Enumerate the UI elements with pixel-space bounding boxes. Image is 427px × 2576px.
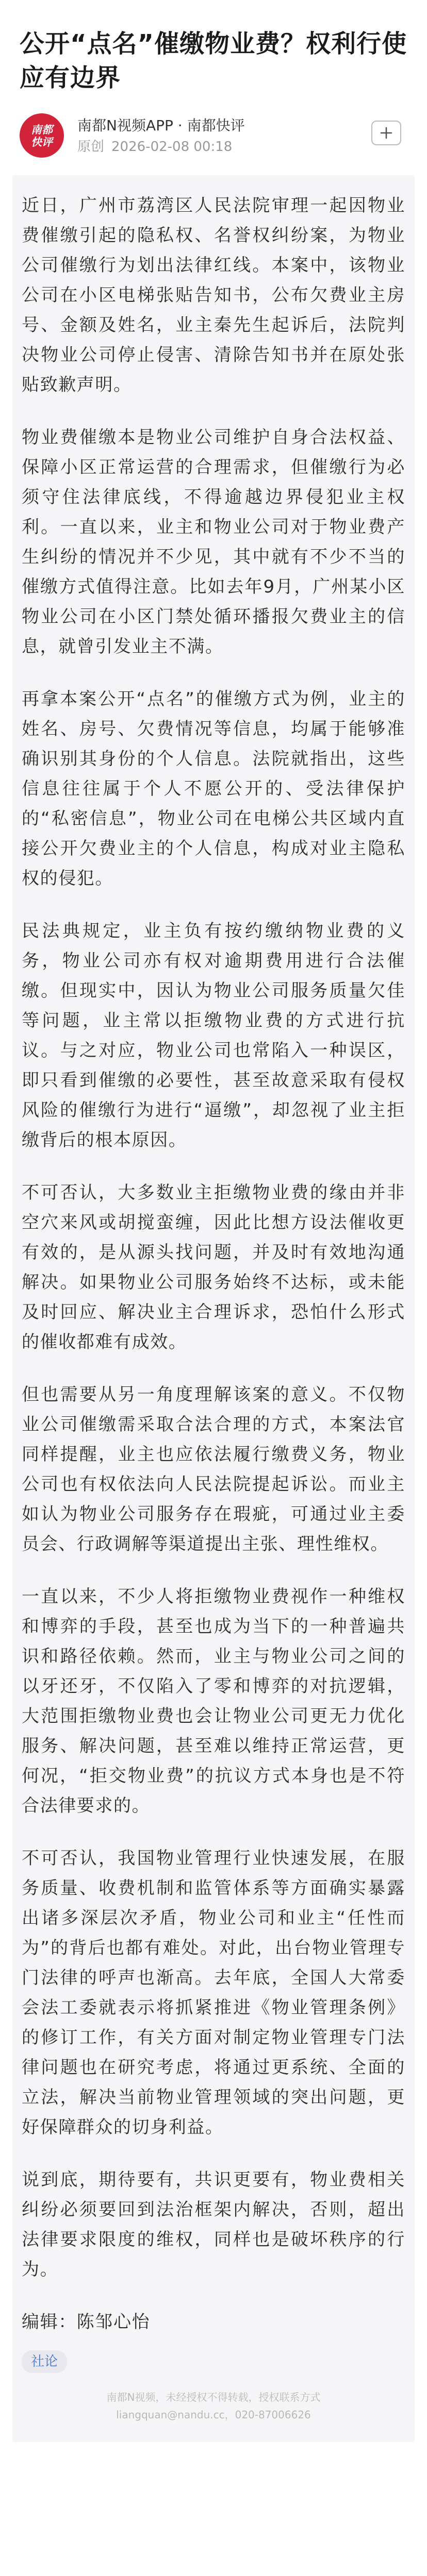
body-paragraph: 说到底，期待要有，共识更要有，物业费相关纠纷必须要回到法治框架内解决，否则，超出法律要求限度的维权，同样也是破坏秩序的行为。 [22,2170,405,2280]
publish-datetime: 2026-02-08 00:18 [111,139,233,155]
body-paragraph: 物业费催缴本是物业公司维护自身合法权益、保障小区正常运营的合理需求，但催缴行为必须守住法律底线，不得逾越边界侵犯业主权利。一直以来，业主和物业公司对于物业费产生纠纷的情况并不少见，其中就有不少不当的催缴方式值得注意。比如去年9月，广州某小区物业公司在小区门禁处循环播报欠费业主的信息，就曾引发业主不满。 [22,427,405,657]
footer-contact: liangquan@nandu.cc，020-87006626 [116,2409,311,2421]
tag-editorial[interactable]: 社论 [22,2350,67,2373]
editor-credit: 编辑：陈邹心怡 [22,2312,151,2332]
tag-list [22,2350,405,2373]
author-name[interactable]: 南都N视频APP · 南都快评 [77,117,245,134]
add-icon [380,126,393,140]
body-paragraph: 近日，广州市荔湾区人民法院审理一起因物业费催缴引起的隐私权、名誉权纠纷案，为物业公司催缴行为划出法律红线。本案中，该物业公司在小区电梯张贴告知书，公布欠费业主房号、金额及姓名，业主秦先生起诉后，法院判决物业公司停止侵害、清除告知书并在原处张贴致歉声明。 [22,195,405,395]
body-paragraph: 不可否认，大多数业主拒缴物业费的缘由并非空穴来风或胡搅蛮缠，因此比想方设法催收更有效的，是从源头找问题，并及时有效地沟通解决。如果物业公司服务始终不达标，或未能及时回应、解决业主合理诉求，恐怕什么形式的催收都难有成效。 [22,1182,405,1352]
footer [22,2388,405,2424]
add-button[interactable] [371,121,401,145]
avatar-text-line1: 南都 [31,123,53,136]
body-paragraph: 但也需要从另一角度理解该案的意义。不仅物业公司催缴需采取合法合理的方式，本案法官同样提醒，业主也应依法履行缴费义务，物业公司也有权依法向人民法院提起诉讼。而业主如认为物业公司服务存在瑕疵，可通过业主委员会、行政调解等渠道提出主张、理性维权。 [22,1384,405,1554]
body-paragraph: 民法典规定，业主负有按约缴纳物业费的义务，物业公司亦有权对逾期费用进行合法催缴。但现实中，因认为物业公司服务质量欠佳等问题，业主常以拒缴物业费的方式进行抗议。与之对应，物业公司也常陷入一种误区，即只看到催缴的必要性，甚至故意采取有侵权风险的催缴行为进行“逼缴”，却忽视了业主拒缴背后的根本原因。 [22,921,405,1150]
avatar[interactable] [20,113,64,158]
body-paragraph: 一直以来，不少人将拒缴物业费视作一种维权和博弈的手段，甚至也成为当下的一种普遍共识和路径依赖。然而，业主与物业公司之间的以牙还牙，不仅陷入了零和博弈的对抗逻辑，大范围拒缴物业费也会让物业公司更无力优化服务、解决问题，甚至难以维持正常运营，更何况，“拒交物业费”的抗议方式本身也是不符合法律要求的。 [22,1586,405,1816]
author-date-line [77,137,351,157]
article-title: 公开“点名”催缴物业费？权利行使应有边界 [20,29,407,92]
author-meta [77,115,351,157]
avatar-text-line2: 快评 [31,135,53,148]
body-paragraph: 再拿本案公开“点名”的催缴方式为例，业主的姓名、房号、欠费情况等信息，均属于能够准确识别其身份的个人信息。法院就指出，这些信息往往属于个人不愿公开的、受法律保护的“私密信息”，物业公司在电梯公共区域内直接公开欠费业主的个人信息，构成对业主隐私权的侵犯。 [22,689,405,889]
article-body [12,175,415,2442]
footer-copyright: 南都N视频，未经授权不得转载，授权联系方式 [106,2391,321,2403]
body-paragraph: 不可否认，我国物业管理行业快速发展，在服务质量、收费机制和监管体系等方面确实暴露出诸多深层次矛盾，物业公司和业主“任性而为”的背后也都有难处。对此，出台物业管理专门法律的呼声也渐高。去年底，全国人大常委会法工委就表示将抓紧推进《物业管理条例》的修订工作，有关方面对制定物业管理专门法律问题也在研究考虑，将通过更系统、全面的立法，解决当前物业管理领域的突出问题，更好保障群众的切身利益。 [22,1848,405,2138]
author-row [20,113,407,163]
source-tag: 原创 [77,139,105,155]
